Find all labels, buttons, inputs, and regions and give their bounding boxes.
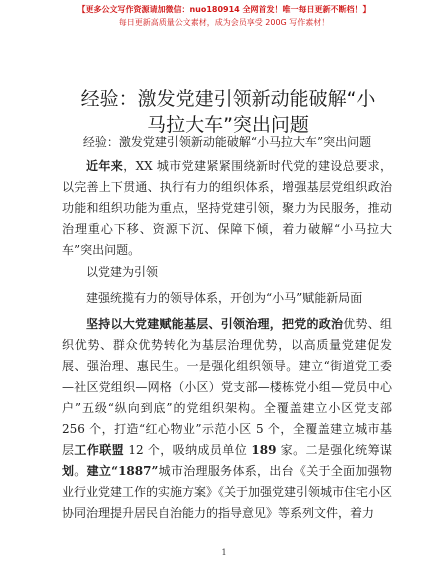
page-number: 1 — [221, 548, 227, 557]
heading-2: 建强统揽有力的领导体系，开创为“小马”赋能新局面 — [86, 291, 363, 305]
bold-text: 工作联盟 — [74, 443, 125, 457]
document-title: 经验：激发党建引领新动能破解“小马拉大车”突出问题 — [80, 88, 376, 136]
bold-text: 近年来 — [86, 159, 124, 173]
body-text: 家。二是强化统筹谋 — [276, 443, 392, 457]
bold-text: 坚持以大党建赋能基层、引领治理，把党的政治 — [86, 317, 344, 331]
promo-banner-line1: 【更多公文写作资源请加微信：nuo180914 全网首发！唯一每日更新不断档！】 — [77, 5, 371, 14]
bold-text: 建立“1887” — [86, 464, 159, 478]
body-text: ，XX 城市党建紧紧围绕新时代党的建设总要求，以完善上下贯通、执行有力的组织体系，增强基层党组织政治功能和组织功能为重点，坚持党建引领，聚力为民服务，推动治理重心下移、资源下沉、保障下倾，着力破解“小马拉大车”突出问题。 — [62, 159, 392, 257]
body-text: 12 个，吸纳成员单位 — [124, 443, 252, 457]
bold-text: 189 — [251, 443, 277, 457]
paragraph-body — [62, 314, 392, 524]
body-text: 城市治理服务体系，出台《关于全面加强物业行业党建工作的实施方案》《关于加强党建引领城市住宅小区协同治理提升居民自治能力的指导意见》等系列文件，着力 — [62, 464, 393, 520]
document-subtitle: 经验：激发党建引领新动能破解“小马拉大车”突出问题 — [82, 135, 372, 149]
body-text: 。 — [74, 464, 87, 478]
body-text: 优势、组织优势、群众优势转化为基层治理优势，以高质量党建促发展、强治理、惠民生。一是强化组织领导。建立“街道党工委—社区党组织—网格（小区）党支部—楼栋党小组—党员中心户”五级“纵向到底”的党组织架构。全覆盖建立小区党支部 256 个，打造“红心物业”示范小区 5 个，全覆盖建立城市基层 — [62, 317, 392, 457]
heading-1: 以党建为引领 — [86, 265, 159, 279]
bold-text: 划 — [62, 464, 75, 478]
promo-banner-line2: 每日更新高质量公文素材，成为会员享受 200G 写作素材！ — [118, 18, 330, 27]
paragraph-intro — [62, 156, 392, 261]
